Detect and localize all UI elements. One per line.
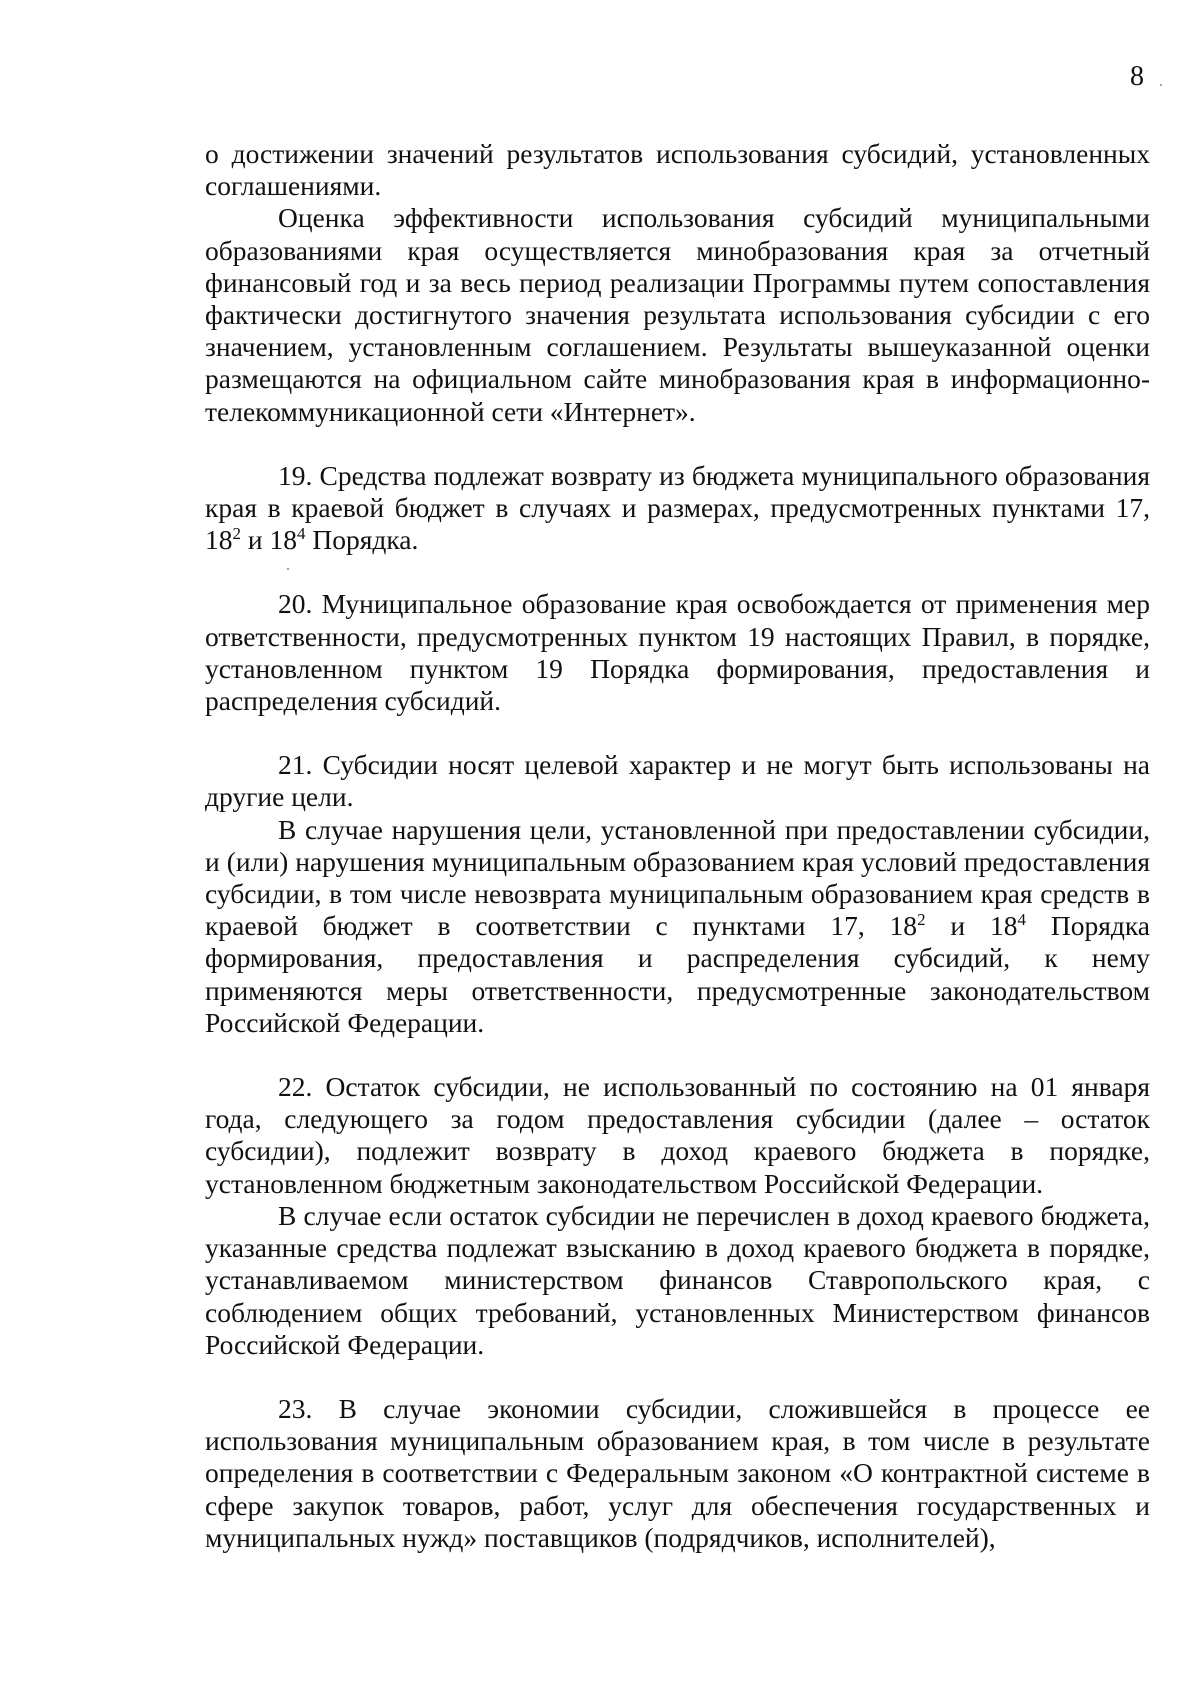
paragraph-21-violation-text-end: Порядка формирования, предоставления и распределения субсидий, к нему применяются меры ответственности, предусмотренные законодательством Российской Федерации. [205, 910, 1151, 1038]
paragraph-22: 22. Остаток субсидии, не использованный по состоянию на 01 января года, следующего за годом предоставления субсидии (далее – остаток субсидии), подлежит возврату в доход краевого бюджета в порядке, установленном бюджетным законодательством Российской Федерации. [205, 1071, 1150, 1199]
paragraph-21-violation [205, 814, 1150, 1039]
document-body [205, 138, 1150, 1554]
superscript-2: 2 [232, 524, 241, 544]
paragraph-21: 21. Субсидии носят целевой характер и не могут быть использованы на другие цели. [205, 749, 1150, 813]
paragraph-23: 23. В случае экономии субсидии, сложившейся в процессе ее использования муниципальным образованием края, в том числе в результате определения в соответствии с Федеральным законом «О контрактной системе в сфере закупок товаров, работ, услуг для обеспечения государственных и муниципальных нужд» поставщиков (подрядчиков, исполнителей), [205, 1392, 1150, 1553]
paragraph-22-recovery: В случае если остаток субсидии не перечислен в доход краевого бюджета, указанные средства подлежат взысканию в доход краевого бюджета в порядке, устанавливаемом министерством финансов Ставропольского края, с соблюдением общих требований, установленных Министерством финансов Российской Федерации. [205, 1199, 1150, 1360]
paragraph-continuation: о достижении значений результатов использования субсидий, установленных соглашениями. [205, 138, 1150, 202]
paragraph-19 [205, 460, 1150, 557]
paragraph-19-text-end: Порядка. [305, 524, 419, 556]
scan-speck [287, 568, 289, 570]
superscript-2: 2 [917, 910, 926, 930]
paragraph-20: 20. Муниципальное образование края освобождается от применения мер ответственности, предусмотренных пунктом 19 настоящих Правил, в порядке, установленном пунктом 19 Порядка формирования, предоставления и распределения субсидий. [205, 588, 1150, 717]
superscript-4: 4 [1017, 910, 1026, 930]
scan-speck [1160, 84, 1162, 86]
page-number: 8 [1130, 61, 1144, 92]
superscript-4: 4 [296, 524, 306, 544]
paragraph-19-text-mid: и 18 [241, 524, 297, 556]
paragraph-efficiency-assessment: Оценка эффективности использования субсидий муниципальными образованиями края осуществляется минобразования края за отчетный финансовый год и за весь период реализации Программы путем сопоставления фактически достигнутого значения результата использования субсидии с его значением, установленным соглашением. Результаты вышеуказанной оценки размещаются на официальном сайте минобразования края в информационно-телекоммуникационной сети «Интернет». [205, 202, 1150, 427]
paragraph-21-violation-text-start: В случае нарушения цели, установленной при предоставлении субсидии, и (или) нарушения муниципальным образованием края условий предоставления субсидии, в том числе невозврата муниципальным образованием края средств в краевой бюджет в соответствии с пунктами 17, 18 [205, 813, 1150, 942]
paragraph-21-violation-text-mid: и 18 [925, 910, 1018, 942]
paragraph-19-text-start: 19. Средства подлежат возврату из бюджета муниципального образования края в краевой бюджет в случаях и размерах, предусмотренных пунктами 17, 18 [205, 459, 1150, 556]
